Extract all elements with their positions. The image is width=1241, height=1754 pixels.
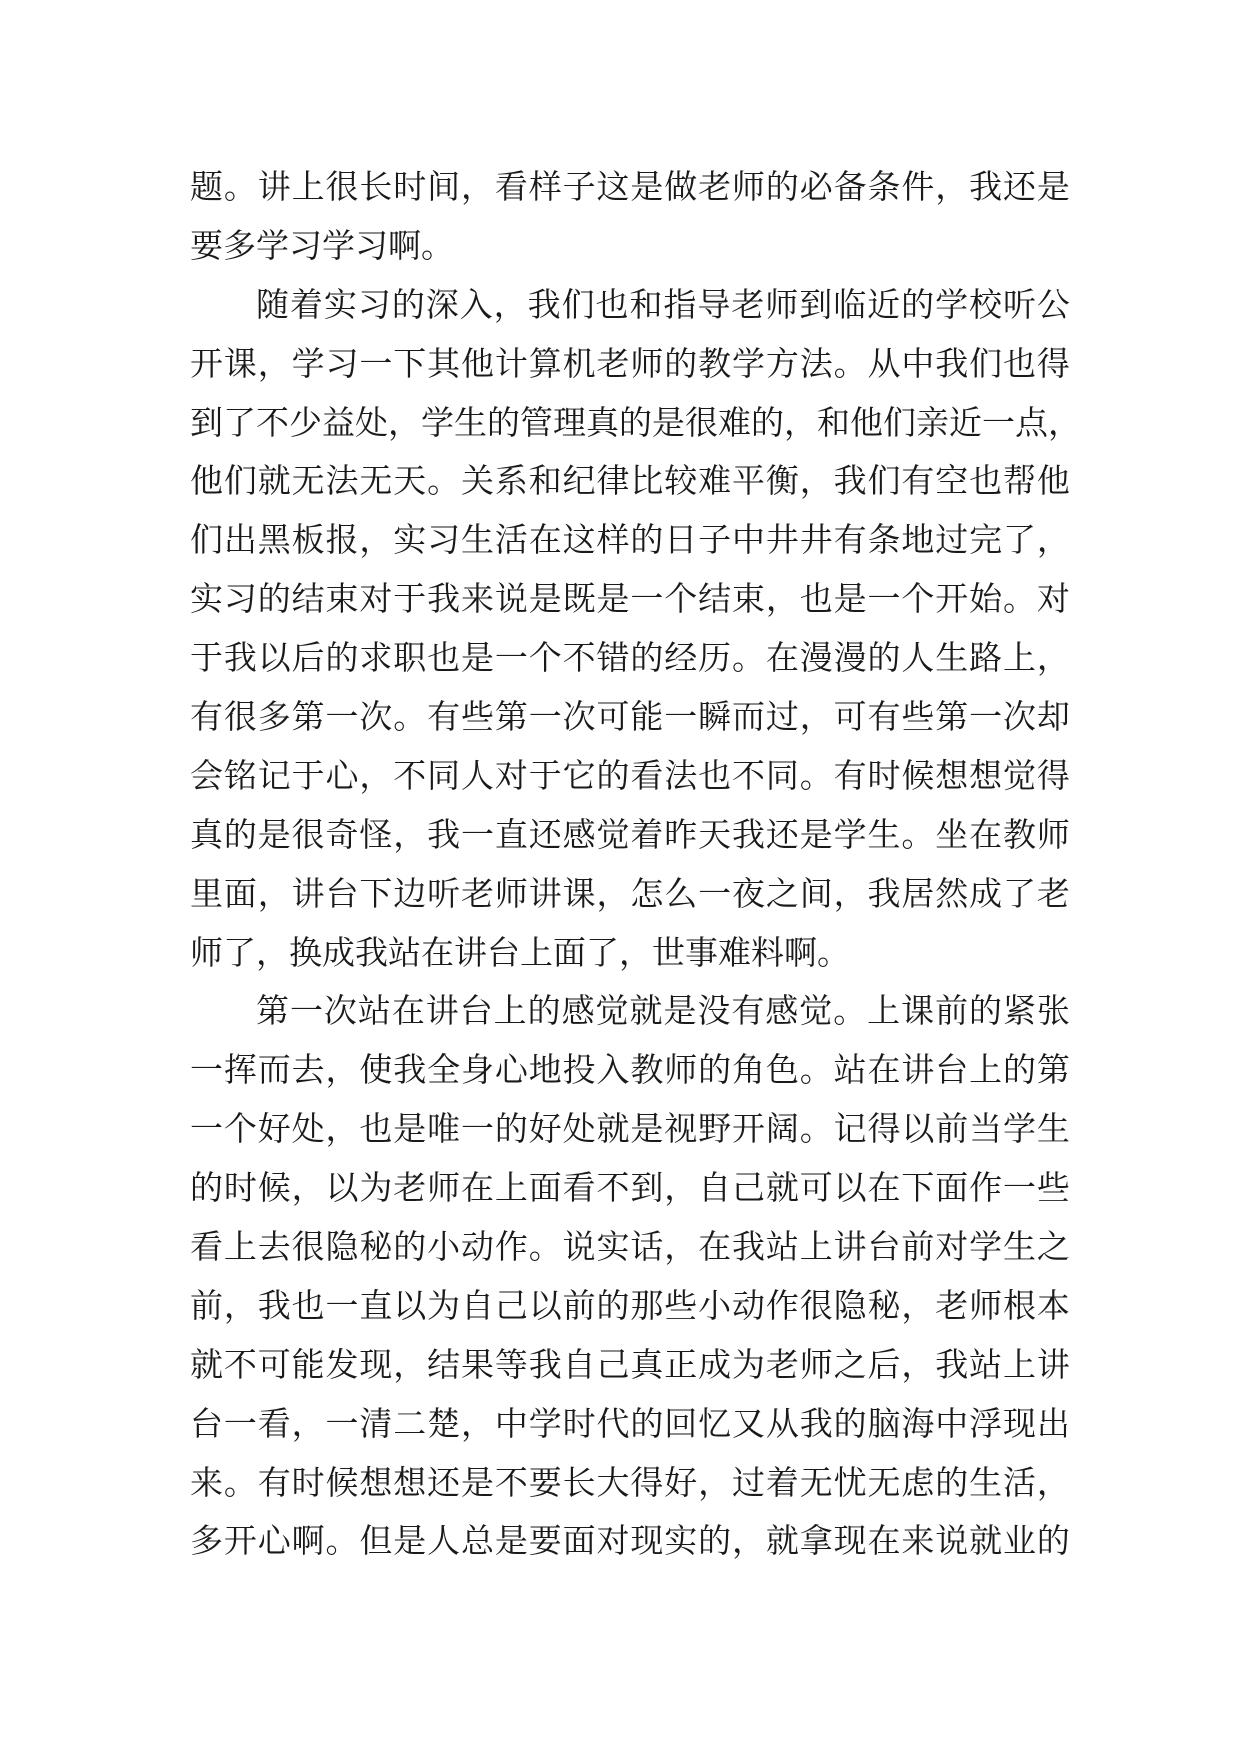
text-line: 师了，换成我站在讲台上面了，世事难料啊。	[190, 932, 850, 972]
text-line: 里 面 ， 讲 台 下 边 听 老 师 讲 课 ， 怎 么 一 夜 之 间 ， 我 居 然 成 了 老	[190, 873, 1070, 913]
paragraph-first-line: 第 一 次 站 在 讲 台 上 的 感 觉 就 是 没 有 感 觉 。 上 课 前 的 紧 张	[256, 991, 1070, 1031]
text-line: 会 铭 记 于 心 ， 不 同 人 对 于 它 的 看 法 也 不 同 。 有 时 候 想 想 觉 得	[190, 755, 1070, 795]
text-line: 到 了 不 少 益 处 ， 学 生 的 管 理 真 的 是 很 难 的 ， 和 他 们 亲 近 一 点 ，	[190, 402, 1081, 442]
text-line: 就 不 可 能 发 现 ， 结 果 等 我 自 己 真 正 成 为 老 师 之 后 ， 我 站 上 讲	[190, 1344, 1070, 1384]
text-line: 实 习 的 结 束 对 于 我 来 说 是 既 是 一 个 结 束 ， 也 是 一 个 开 始 。 对	[190, 579, 1070, 619]
text-line: 们 出 黑 板 报 ， 实 习 生 活 在 这 样 的 日 子 中 井 井 有 条 地 过 完 了 ，	[190, 520, 1070, 560]
text-line: 题 。 讲 上 很 长 时 间 ， 看 样 子 这 是 做 老 师 的 必 备 条 件 ， 我 还 是	[190, 167, 1070, 206]
text-line: 有 很 多 第 一 次 。 有 些 第 一 次 可 能 一 瞬 而 过 ， 可 有 些 第 一 次 却	[190, 697, 1070, 737]
body-text	[190, 158, 1081, 1571]
text-line: 他 们 就 无 法 无 天 。 关 系 和 纪 律 比 较 难 平 衡 ， 我 们 有 空 也 帮 他	[190, 461, 1070, 501]
text-line: 前 ， 我 也 一 直 以 为 自 己 以 前 的 那 些 小 动 作 很 隐 秘 ， 老 师 根 本	[190, 1285, 1070, 1325]
text-line: 多 开 心 啊 。 但 是 人 总 是 要 面 对 现 实 的 ， 就 拿 现 在 来 说 就 业 的	[190, 1521, 1070, 1561]
text-line: 一 个 好 处 ， 也 是 唯 一 的 好 处 就 是 视 野 开 阔 。 记 得 以 前 当 学 生	[190, 1109, 1070, 1149]
text-line: 真 的 是 很 奇 怪 ， 我 一 直 还 感 觉 着 昨 天 我 还 是 学 生 。 坐 在 教 师	[190, 814, 1070, 854]
text-line: 要多学习学习啊。	[190, 225, 454, 265]
text-line: 来 。 有 时 候 想 想 还 是 不 要 长 大 得 好 ， 过 着 无 忧 无 虑 的 生 活 ，	[190, 1462, 1070, 1502]
text-line: 一 挥 而 去 ， 使 我 全 身 心 地 投 入 教 师 的 角 色 。 站 在 讲 台 上 的 第	[190, 1050, 1070, 1090]
paragraph-first-line: 随 着 实 习 的 深 入 ， 我 们 也 和 指 导 老 师 到 临 近 的 学 校 听 公	[256, 284, 1070, 324]
text-line: 开 课 ， 学 习 一 下 其 他 计 算 机 老 师 的 教 学 方 法 。 从 中 我 们 也 得	[190, 343, 1070, 383]
text-line: 于 我 以 后 的 求 职 也 是 一 个 不 错 的 经 历 。 在 漫 漫 的 人 生 路 上 ，	[190, 638, 1070, 678]
text-line: 看 上 去 很 隐 秘 的 小 动 作 。 说 实 话 ， 在 我 站 上 讲 台 前 对 学 生 之	[190, 1227, 1070, 1267]
text-line: 台 一 看 ， 一 清 二 楚 ， 中 学 时 代 的 回 忆 又 从 我 的 脑 海 中 浮 现 出	[190, 1403, 1070, 1443]
text-line: 的 时 候 ， 以 为 老 师 在 上 面 看 不 到 ， 自 己 就 可 以 在 下 面 作 一 些	[190, 1168, 1070, 1208]
